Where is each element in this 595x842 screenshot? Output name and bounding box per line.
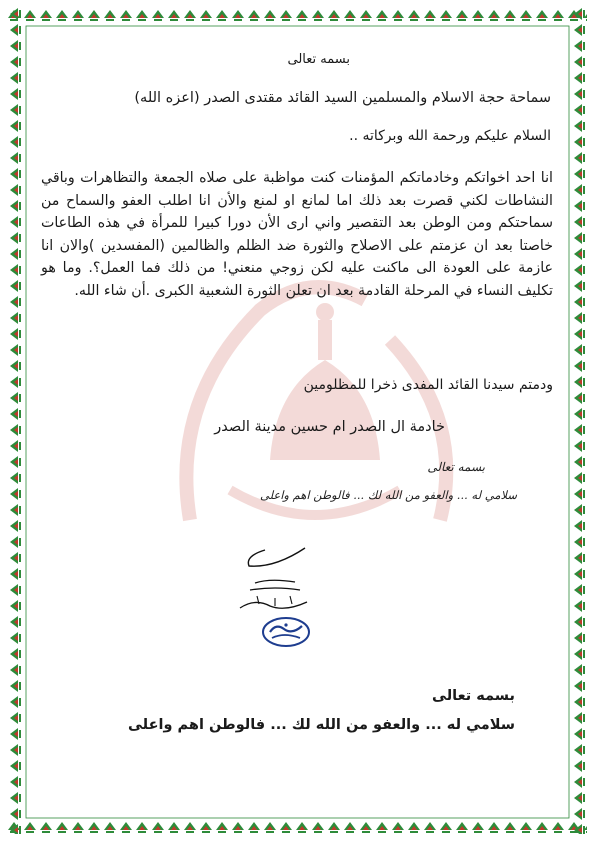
letter-greeting: السلام عليكم ورحمة الله وبركاته .. (349, 128, 551, 144)
letter-address: سماحة حجة الاسلام والمسلمين السيد القائد مقتدى الصدر (اعزه الله) (134, 90, 551, 106)
letter-body: انا احد اخواتكم وخادماتكم المؤمنات كنت مواظبة على صلاه الجمعة والتظاهرات وباقي النشاطات لكني قصرت بعد ذلك اما لمانع او لمنع والأن انا اطلب العفو والسماح من سماحتكم ومن الوطن بعد التقصير واني ارى الأن دورا كبيرا للمرأة في هذه الطاعات خاصتا بعد ان عزمتم على الاصلاح والثورة ضد الظلم والظالمين (المفسدين )والان انا عازمة على العودة الى ماكنت عليه لكن زوجي منعني! من ذلك فما العمل؟. وما هو تكليف النساء في المرحلة القادمة بعد ان تعلن الثورة الشعبية الكبرى .أن شاء الله. (41, 170, 553, 299)
reply-typed-title: بسمه تعالى (432, 688, 515, 704)
reply-typed-text: سلامي له ... والعفو من الله لك ... فالوطن اهم واعلى (128, 717, 515, 733)
handwritten-reply-heading: بسمه تعالى (427, 460, 485, 474)
blue-seal-stamp (262, 617, 310, 647)
handwritten-signature (235, 538, 315, 618)
letter-closing: ودمتم سيدنا القائد المفدى ذخرا للمظلومين (303, 377, 553, 393)
handwritten-reply-text: سلامي له ... والعفو من الله لك ... فالوطن اهم واعلى (259, 488, 517, 502)
letter-signature: خادمة ال الصدر ام حسين مدينة الصدر (214, 419, 445, 435)
letter-heading: بسمه تعالى (287, 52, 350, 67)
